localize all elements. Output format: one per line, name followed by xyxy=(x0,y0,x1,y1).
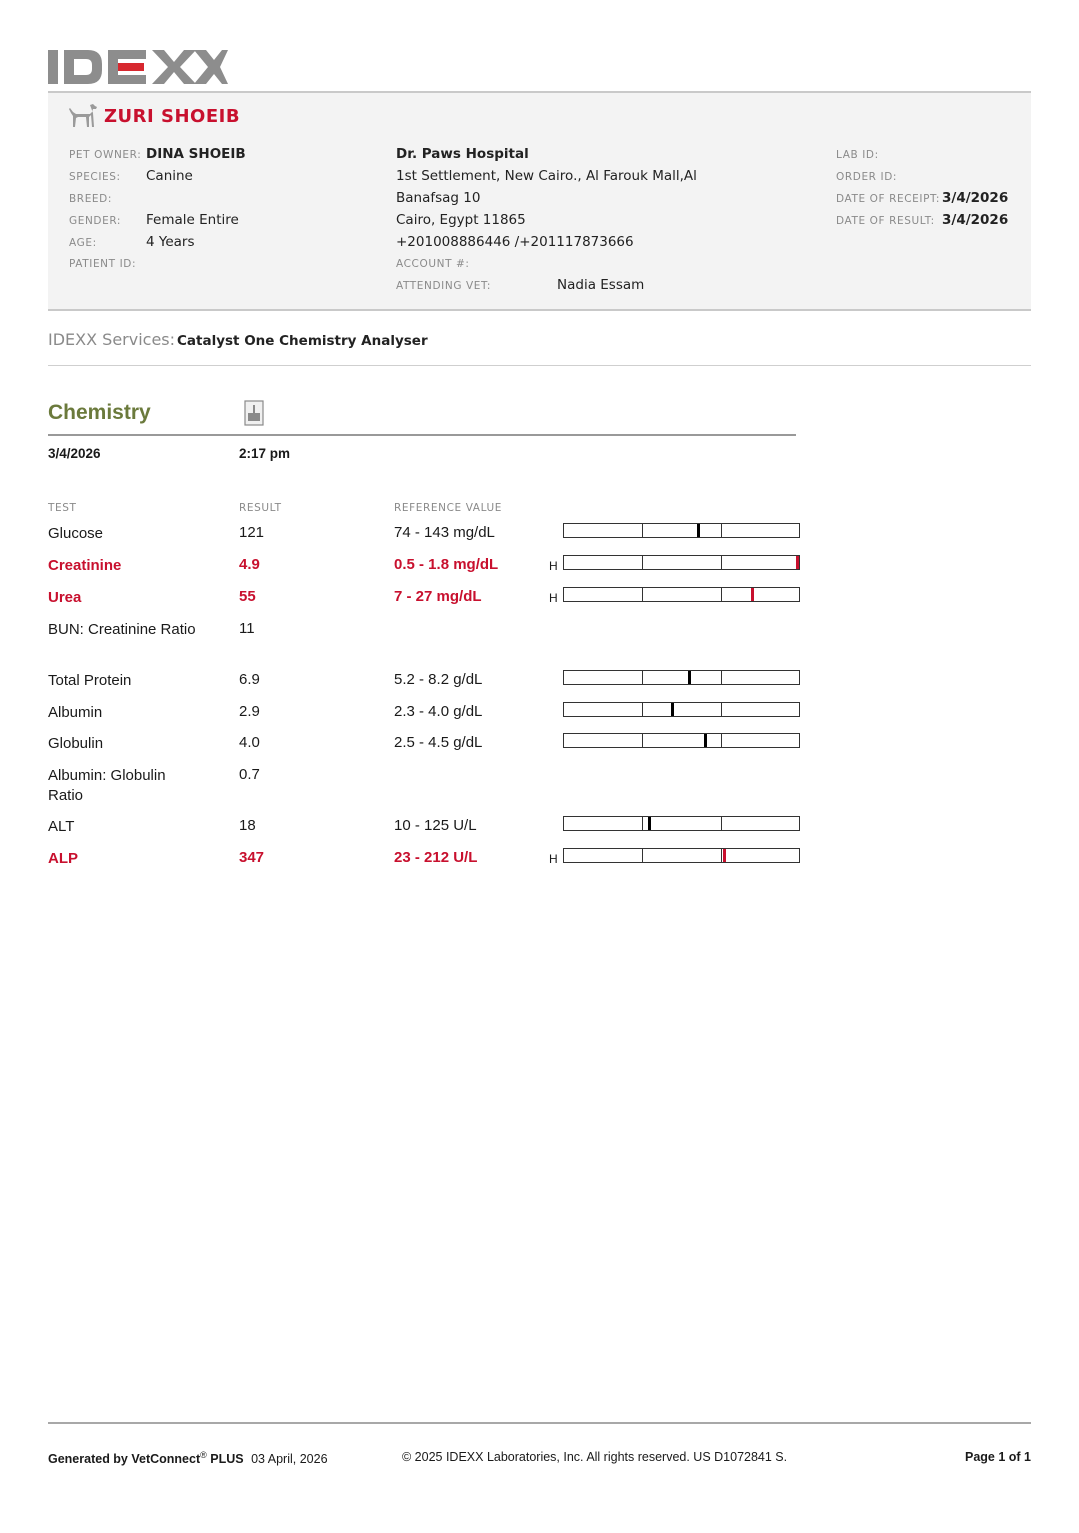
clinic-name: Dr. Paws Hospital xyxy=(396,146,529,162)
dog-icon xyxy=(68,103,98,129)
pet-owner-label: PET OWNER: xyxy=(69,149,142,161)
range-bar xyxy=(563,848,800,863)
test-result: 121 xyxy=(239,524,265,541)
test-name: BUN: Creatinine Ratio xyxy=(48,621,196,638)
clinic-phone: +201008886446 /+201117873666 xyxy=(396,234,634,250)
test-result: 4.0 xyxy=(239,734,260,751)
range-marker xyxy=(688,671,691,684)
section-divider xyxy=(48,365,1031,366)
test-reference: 23 - 212 U/L xyxy=(394,849,478,866)
test-flag: H xyxy=(549,559,558,573)
attending-vet-label: ATTENDING VET: xyxy=(396,280,492,292)
range-marker xyxy=(751,588,754,601)
test-result: 18 xyxy=(239,817,256,834)
clinic-address-line3: Cairo, Egypt 11865 xyxy=(396,212,526,228)
gender-value: Female Entire xyxy=(146,212,239,228)
test-name: Globulin xyxy=(48,735,104,752)
range-marker xyxy=(671,703,674,716)
patient-id-label: PATIENT ID: xyxy=(69,258,137,270)
services-value: Catalyst One Chemistry Analyser xyxy=(177,333,428,349)
column-header-test: TEST xyxy=(48,502,77,514)
chemistry-title: Chemistry xyxy=(48,401,151,424)
breed-label: BREED: xyxy=(69,193,112,205)
footer-generated xyxy=(48,1450,328,1466)
date-of-receipt-value: 3/4/2026 xyxy=(942,190,1009,206)
idexx-logo xyxy=(48,50,228,84)
chemistry-date: 3/4/2026 xyxy=(48,446,101,461)
test-name: ALP xyxy=(48,850,78,867)
gender-label: GENDER: xyxy=(69,215,122,227)
footer-copyright: © 2025 IDEXX Laboratories, Inc. All rights reserved. US D1072841 S. xyxy=(402,1450,788,1464)
test-result: 2.9 xyxy=(239,703,260,720)
range-bar xyxy=(563,702,800,717)
column-header-result: RESULT xyxy=(239,502,282,514)
range-marker xyxy=(648,817,651,830)
range-bar xyxy=(563,816,800,831)
pet-owner-value: DINA SHOEIB xyxy=(146,146,246,162)
test-name: Urea xyxy=(48,589,82,606)
footer-page-number: Page 1 of 1 xyxy=(965,1450,1031,1464)
species-value: Canine xyxy=(146,168,193,184)
range-bar xyxy=(563,670,800,685)
footer-generated-plus: PLUS xyxy=(210,1452,244,1467)
range-bar xyxy=(563,523,800,538)
test-result: 347 xyxy=(239,849,265,866)
date-of-result-value: 3/4/2026 xyxy=(942,212,1009,228)
test-name: Albumin: Globulin Ratio xyxy=(48,767,166,804)
footer-rule xyxy=(48,1422,1031,1424)
range-marker xyxy=(723,849,726,862)
test-flag: H xyxy=(549,852,558,866)
analyzer-icon xyxy=(244,400,264,426)
patient-name: ZURI SHOEIB xyxy=(104,106,241,127)
lab-id-label: LAB ID: xyxy=(836,149,879,161)
test-name: Albumin xyxy=(48,704,103,721)
chemistry-time: 2:17 pm xyxy=(239,446,291,461)
date-of-result-label: DATE OF RESULT: xyxy=(836,215,935,227)
range-marker xyxy=(697,524,700,537)
test-reference: 7 - 27 mg/dL xyxy=(394,588,482,605)
test-name: Creatinine xyxy=(48,557,122,574)
range-marker xyxy=(796,556,799,569)
age-value: 4 Years xyxy=(146,234,195,250)
species-label: SPECIES: xyxy=(69,171,121,183)
footer-generated-prefix: Generated by VetConnect xyxy=(48,1452,201,1467)
order-id-label: ORDER ID: xyxy=(836,171,898,183)
range-bar xyxy=(563,733,800,748)
clinic-address-line2: Banafsag 10 xyxy=(396,190,481,206)
date-of-receipt-label: DATE OF RECEIPT: xyxy=(836,193,941,205)
test-result: 55 xyxy=(239,588,256,605)
test-reference: 0.5 - 1.8 mg/dL xyxy=(394,556,499,573)
test-reference: 2.3 - 4.0 g/dL xyxy=(394,703,483,720)
test-reference: 2.5 - 4.5 g/dL xyxy=(394,734,483,751)
age-label: AGE: xyxy=(69,237,97,249)
services-label: IDEXX Services: xyxy=(48,330,176,349)
range-marker xyxy=(704,734,707,747)
column-header-reference: REFERENCE VALUE xyxy=(394,502,503,514)
test-name: Glucose xyxy=(48,525,104,542)
range-bar xyxy=(563,555,800,570)
clinic-address-line1: 1st Settlement, New Cairo., Al Farouk Mall,Al xyxy=(396,168,697,184)
test-reference: 10 - 125 U/L xyxy=(394,817,477,834)
range-bar xyxy=(563,587,800,602)
test-reference: 5.2 - 8.2 g/dL xyxy=(394,671,483,688)
test-result: 11 xyxy=(239,620,255,637)
test-name: ALT xyxy=(48,818,75,835)
footer-generated-date: 03 April, 2026 xyxy=(251,1452,328,1467)
test-name: Total Protein xyxy=(48,672,132,689)
test-result: 6.9 xyxy=(239,671,260,688)
account-label: ACCOUNT #: xyxy=(396,258,470,270)
attending-vet-value: Nadia Essam xyxy=(557,277,645,293)
test-result: 0.7 xyxy=(239,766,260,783)
chemistry-rule xyxy=(48,434,796,436)
test-flag: H xyxy=(549,591,558,605)
test-result: 4.9 xyxy=(239,556,260,573)
test-reference: 74 - 143 mg/dL xyxy=(394,524,495,541)
footer-registered: ® xyxy=(200,1450,207,1460)
